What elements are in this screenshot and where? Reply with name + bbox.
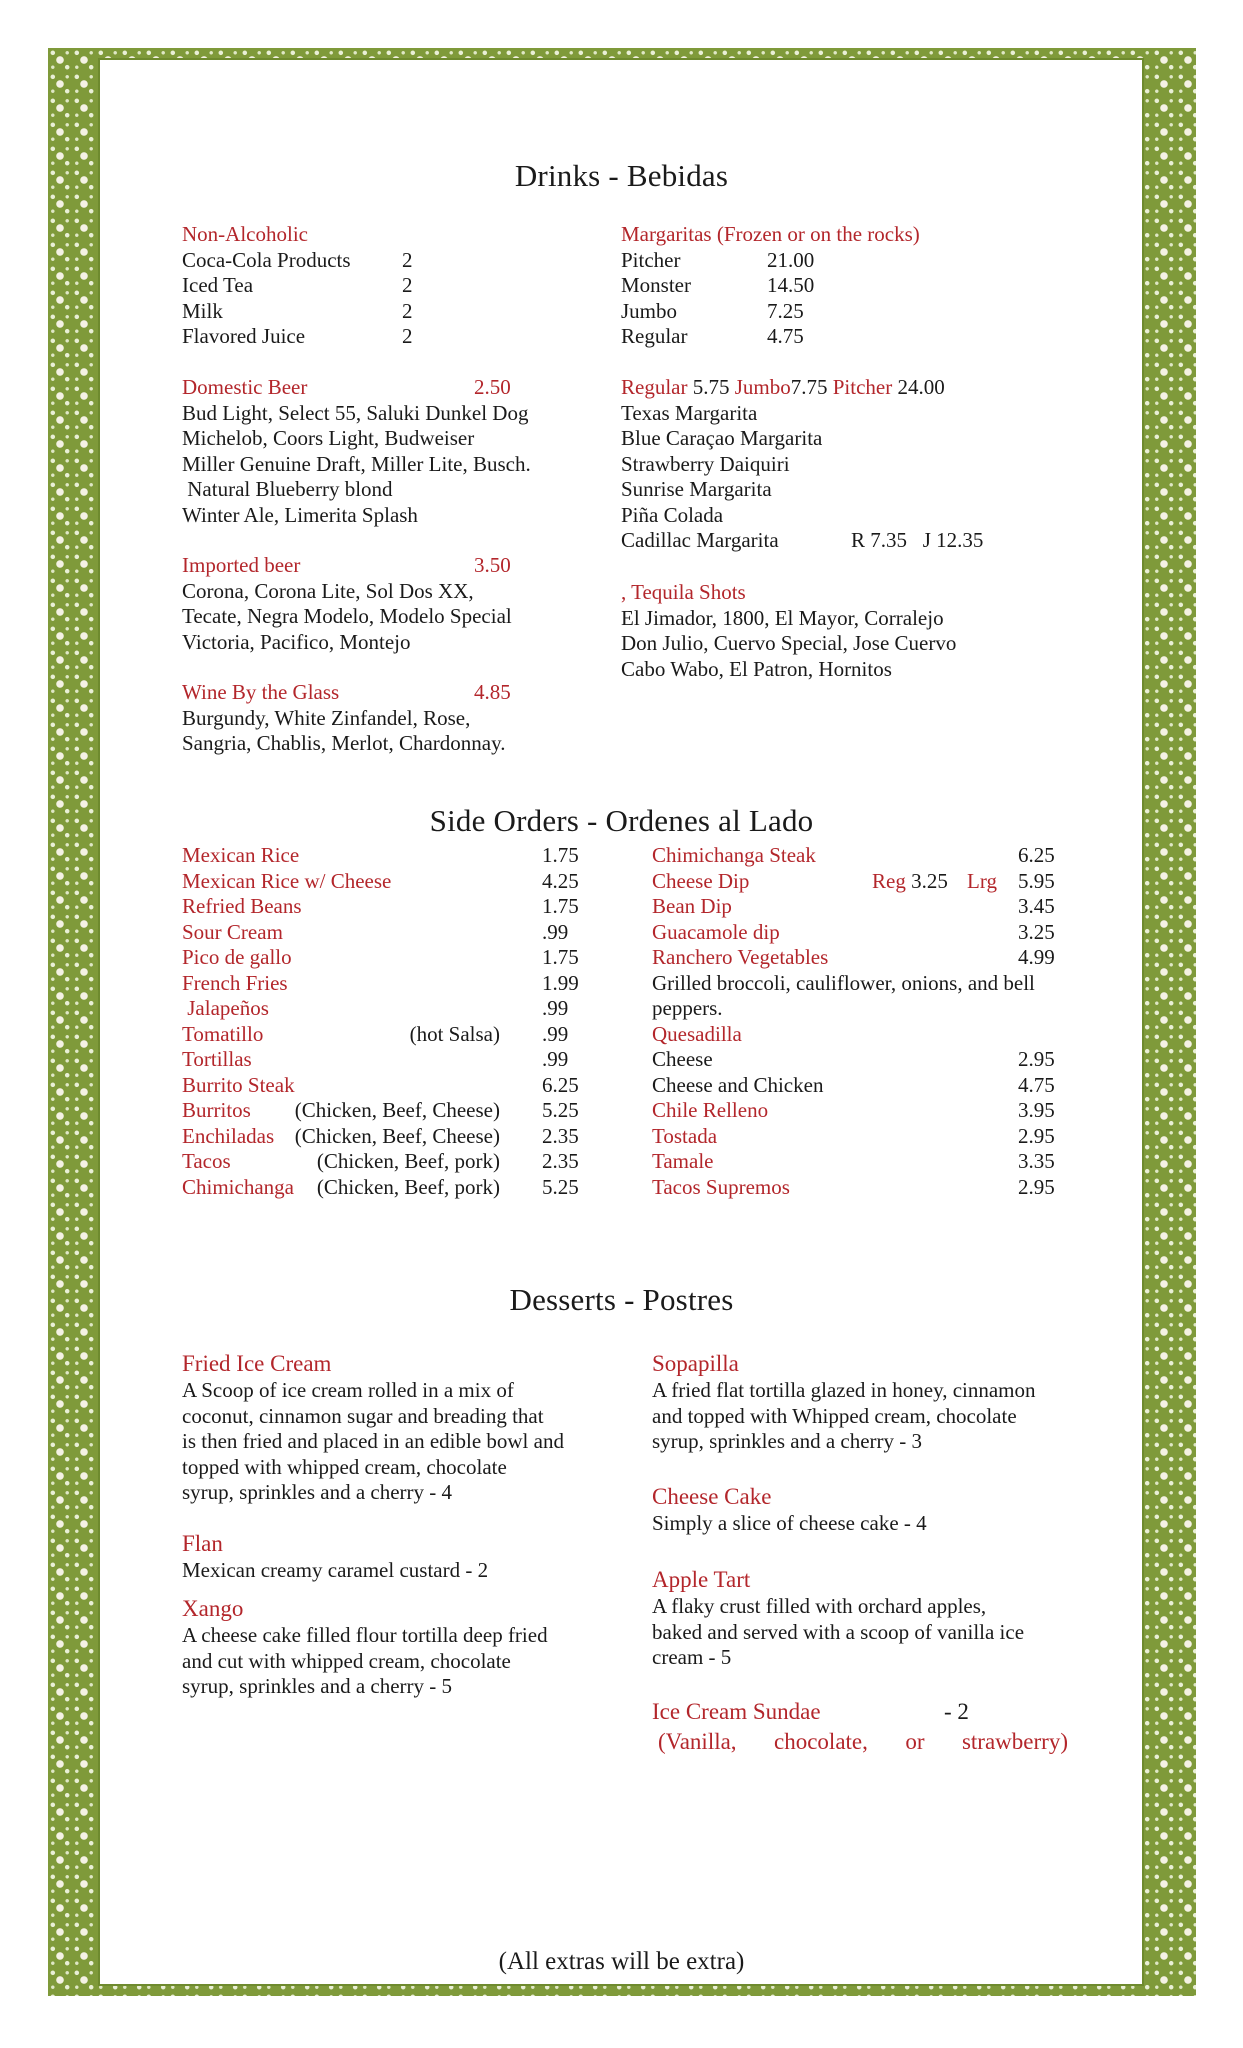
specialty-line: Strawberry Daiquiri [621,451,790,476]
item-price: 5.25 [542,1098,579,1122]
specialty-price-line [621,375,1041,401]
item-detail: (Chicken, Beef, Cheese) [294,1098,500,1122]
lrg-price: 5.95 [1018,868,1055,893]
item-price: 2.95 [1018,1123,1055,1148]
item-price: 21.00 [767,247,815,272]
item-name: Mexican Rice [182,843,300,867]
dessert-xango [182,1595,622,1700]
menu-item [182,920,592,946]
menu-item [652,894,1062,920]
dessert-line: A cheese cake filled flour tortilla deep fried [182,1623,548,1647]
specialty-line: Sunrise Margarita [621,477,772,501]
item-name: Pico de gallo [182,945,292,969]
item-name: Enchiladas [182,1123,275,1148]
item-description: Grilled broccoli, cauliflower, onions, and bell [652,970,1035,995]
item-price: 7.25 [767,298,804,323]
menu-item [182,843,592,869]
menu-item [182,1047,592,1073]
item-price: 1.75 [542,843,579,867]
flavor-word: or [905,1729,925,1754]
item-name: Coca-Cola Products [182,247,351,272]
tequila-line: El Jimador, 1800, El Mayor, Corralejo [621,605,944,630]
dessert-line: A fried flat tortilla glazed in honey, cinnamon [652,1378,1036,1402]
specialty-line: Texas Margarita [621,400,758,425]
beer-line: Corona, Corona Lite, Sol Dos XX, [182,578,474,603]
desserts-title: Desserts - Postres [509,1282,734,1317]
dessert-name: Fried Ice Cream [182,1351,332,1376]
imported-beer-heading [182,553,602,579]
item-name: Burritos [182,1098,251,1122]
menu-item [652,1149,1062,1175]
dessert-line: and topped with Whipped cream, chocolate [652,1403,1017,1428]
item-price: 3.45 [1018,894,1055,918]
specialty-margaritas-section [621,375,1041,554]
menu-item [182,1022,592,1048]
dessert-cheese-cake [652,1483,1072,1537]
dessert-flan [182,1530,622,1584]
imported-beer-section [182,553,602,655]
item-price: 2.35 [542,1149,579,1173]
drinks-title: Drinks - Bebidas [514,158,729,193]
item-name: Pitcher [621,247,681,272]
beer-line: Natural Blueberry blond [182,477,393,501]
section-price: 3.50 [474,553,511,577]
item-name: Tostada [652,1123,718,1148]
margaritas-section [621,222,1041,350]
section-heading: Domestic Beer [182,375,308,399]
item-name: French Fries [182,970,288,995]
item-name: Iced Tea [182,273,254,297]
tequila-heading: , Tequila Shots [621,580,746,604]
item-name: Jumbo [621,298,678,323]
flavor-word: strawberry) [961,1729,1068,1754]
item-price: 1.99 [542,970,579,995]
menu-item [652,920,1062,946]
tequila-line: Cabo Wabo, El Patron, Hornitos [621,656,892,681]
item-detail: (Chicken, Beef, Cheese) [294,1123,500,1148]
reg-price: 3.25 [911,868,948,893]
beer-line: Miller Genuine Draft, Miller Lite, Busch. [182,451,531,476]
tequila-line: Don Julio, Cuervo Special, Jose Cuervo [621,631,957,655]
section-heading: Wine By the Glass [182,680,340,704]
item-detail: (Chicken, Beef, pork) [316,1149,500,1173]
item-name: Chile Relleno [652,1098,769,1122]
item-description: peppers. [652,996,723,1020]
regular-label: Regular [621,375,688,399]
specialty-line: Piña Colada [621,502,724,527]
menu-item [182,273,442,299]
item-price: 2 [402,273,413,297]
item-name: Tacos [182,1149,231,1173]
item-name: Tacos Supremos [652,1174,790,1199]
item-price: 3.35 [1018,1149,1055,1173]
item-price: 2 [402,298,413,323]
item-name: Cheese and Chicken [652,1072,824,1097]
quesadilla-heading: Quesadilla [652,1021,742,1046]
dessert-line: A Scoop of ice cream rolled in a mix of [182,1378,514,1402]
tequila-section [621,580,1041,682]
item-name: Milk [182,298,223,323]
lrg-label: Lrg [967,868,997,893]
dessert-fried-ice-cream [182,1350,622,1506]
dessert-apple-tart [652,1566,1072,1671]
menu-item [182,248,442,274]
item-price: 2.95 [1018,1047,1055,1071]
item-price: 4.99 [1018,945,1055,969]
dessert-sopapilla [652,1350,1072,1455]
dessert-line: syrup, sprinkles and a cherry - 4 [182,1480,453,1504]
dessert-name: Flan [182,1531,223,1556]
dessert-line: Mexican creamy caramel custard - 2 [182,1558,489,1582]
menu-item [652,1175,1062,1201]
item-name: Mexican Rice w/ Cheese [182,868,392,893]
sundae-flavors [652,1728,1068,1756]
menu-item [182,1175,592,1201]
item-price: .99 [542,996,569,1020]
item-price: 2.95 [1018,1174,1055,1199]
domestic-beer-section [182,375,602,528]
item-name: Jalapeños [182,996,269,1020]
item-price: .99 [542,1047,569,1071]
dessert-name: Cheese Cake [652,1484,772,1509]
section-price: 2.50 [474,375,511,399]
item-name: Refried Beans [182,894,302,918]
item-price: 1.75 [542,945,579,969]
item-name: Burrito Steak [182,1072,295,1097]
menu-item [621,273,1041,299]
dessert-line: and cut with whipped cream, chocolate [182,1648,511,1673]
dessert-line: cream - 5 [652,1645,732,1669]
item-price: 2 [402,247,413,272]
menu-item [652,1098,1062,1124]
menu-item [652,1124,1062,1150]
side-orders-left [182,843,592,1200]
menu-item [182,1124,592,1150]
dessert-name: Ice Cream Sundae [652,1699,821,1724]
item-name: Tortillas [182,1047,252,1071]
item-name: Chimichanga Steak [652,843,816,867]
item-price: R 7.35 J 12.35 [851,528,984,552]
regular-price: 5.75 [692,375,730,399]
beer-line: Victoria, Pacifico, Montejo [182,629,411,654]
item-price: 3.25 [1018,919,1055,944]
dessert-price: - 2 [944,1699,969,1724]
dessert-name: Apple Tart [652,1567,751,1592]
section-price: 4.85 [474,680,511,704]
item-price: 5.25 [542,1174,579,1199]
beer-line: Michelob, Coors Light, Budweiser [182,426,475,450]
dessert-name-line [652,1698,1068,1726]
item-price: 3.95 [1018,1098,1055,1122]
item-name: Cheese [652,1047,713,1071]
dessert-line: is then fried and placed in an edible bowl and [182,1429,564,1453]
item-price: .99 [542,919,569,944]
item-price: 1.75 [542,894,579,918]
menu-item [621,324,1041,350]
domestic-beer-heading [182,375,602,401]
menu-item [182,945,592,971]
side-orders-title: Side Orders - Ordenes al Lado [429,803,814,838]
item-name: Bean Dip [652,894,732,918]
menu-item [621,248,1041,274]
beer-line: Winter Ale, Limerita Splash [182,502,418,527]
item-detail: (Chicken, Beef, pork) [316,1174,500,1199]
menu-item [182,869,592,895]
item-name: Chimichanga [182,1174,294,1199]
pitcher-price: 24.00 [897,375,945,399]
item-price: 14.50 [767,273,815,297]
item-name: Guacamole dip [652,919,780,944]
dessert-line: syrup, sprinkles and a cherry - 5 [182,1674,453,1698]
menu-item [621,299,1041,325]
menu-item [182,894,592,920]
wine-section [182,680,602,757]
item-price: 6.25 [542,1072,579,1097]
menu-item [182,971,592,997]
item-price: 4.75 [1018,1072,1055,1097]
item-name: Cadillac Margarita [621,528,779,552]
menu-item [182,1098,592,1124]
cadillac-margarita [621,528,1041,554]
non-alcoholic-section [182,222,442,350]
wine-heading [182,680,602,706]
menu-item [182,299,442,325]
reg-label: Reg [872,868,906,893]
jumbo-price: 7.75 [790,375,828,399]
menu-item [652,945,1062,971]
item-name: Regular [621,324,688,348]
dessert-line: syrup, sprinkles and a cherry - 3 [652,1429,923,1453]
dessert-line: coconut, cinnamon sugar and breading that [182,1403,544,1428]
specialty-line: Blue Caraçao Margarita [621,426,823,450]
menu-item [652,843,1062,869]
wine-line: Sangria, Chablis, Merlot, Chardonnay. [182,731,506,755]
wine-line: Burgundy, White Zinfandel, Rose, [182,705,471,730]
item-name: Flavored Juice [182,324,306,348]
item-name: Sour Cream [182,919,283,944]
non-alcoholic-heading: Non-Alcoholic [182,222,308,246]
jumbo-label: Jumbo [734,375,791,399]
item-price: .99 [542,1021,569,1046]
menu-item [652,869,1062,895]
dessert-line: baked and served with a scoop of vanilla ice [652,1619,1025,1644]
item-price: 2.35 [542,1123,579,1148]
menu-item [652,1047,1062,1073]
dessert-ice-cream-sundae [652,1698,1068,1756]
item-name: Tomatillo [182,1021,264,1046]
section-heading: Imported beer [182,553,301,577]
flavor-word: chocolate, [774,1729,868,1754]
menu-item [182,996,592,1022]
item-name: Tamale [652,1149,714,1173]
item-name: Monster [621,273,691,297]
item-price: 2 [402,324,413,348]
dessert-line: topped with whipped cream, chocolate [182,1454,507,1479]
pitcher-label: Pitcher [832,375,893,399]
side-orders-right [652,843,1062,1200]
dessert-name: Sopapilla [652,1351,739,1376]
margaritas-heading: Margaritas (Frozen or on the rocks) [621,222,920,246]
menu-item [182,1073,592,1099]
dessert-line: Simply a slice of cheese cake - 4 [652,1511,927,1535]
menu-item [652,1073,1062,1099]
beer-line: Bud Light, Select 55, Saluki Dunkel Dog [182,400,529,425]
flavor-word: (Vanilla, [658,1729,737,1754]
item-price: 4.75 [767,324,804,348]
item-name: Ranchero Vegetables [652,945,829,969]
dessert-name: Xango [182,1596,244,1621]
item-detail: (hot Salsa) [409,1021,500,1046]
beer-line: Tecate, Negra Modelo, Modelo Special [182,604,512,628]
menu-item [182,324,442,350]
item-price: 4.25 [542,868,579,893]
item-price: 6.25 [1018,843,1055,867]
menu-item [182,1149,592,1175]
footer-note: (All extras will be extra) [498,1948,745,1975]
dessert-line: A flaky crust filled with orchard apples, [652,1594,987,1618]
item-name: Cheese Dip [652,868,750,893]
